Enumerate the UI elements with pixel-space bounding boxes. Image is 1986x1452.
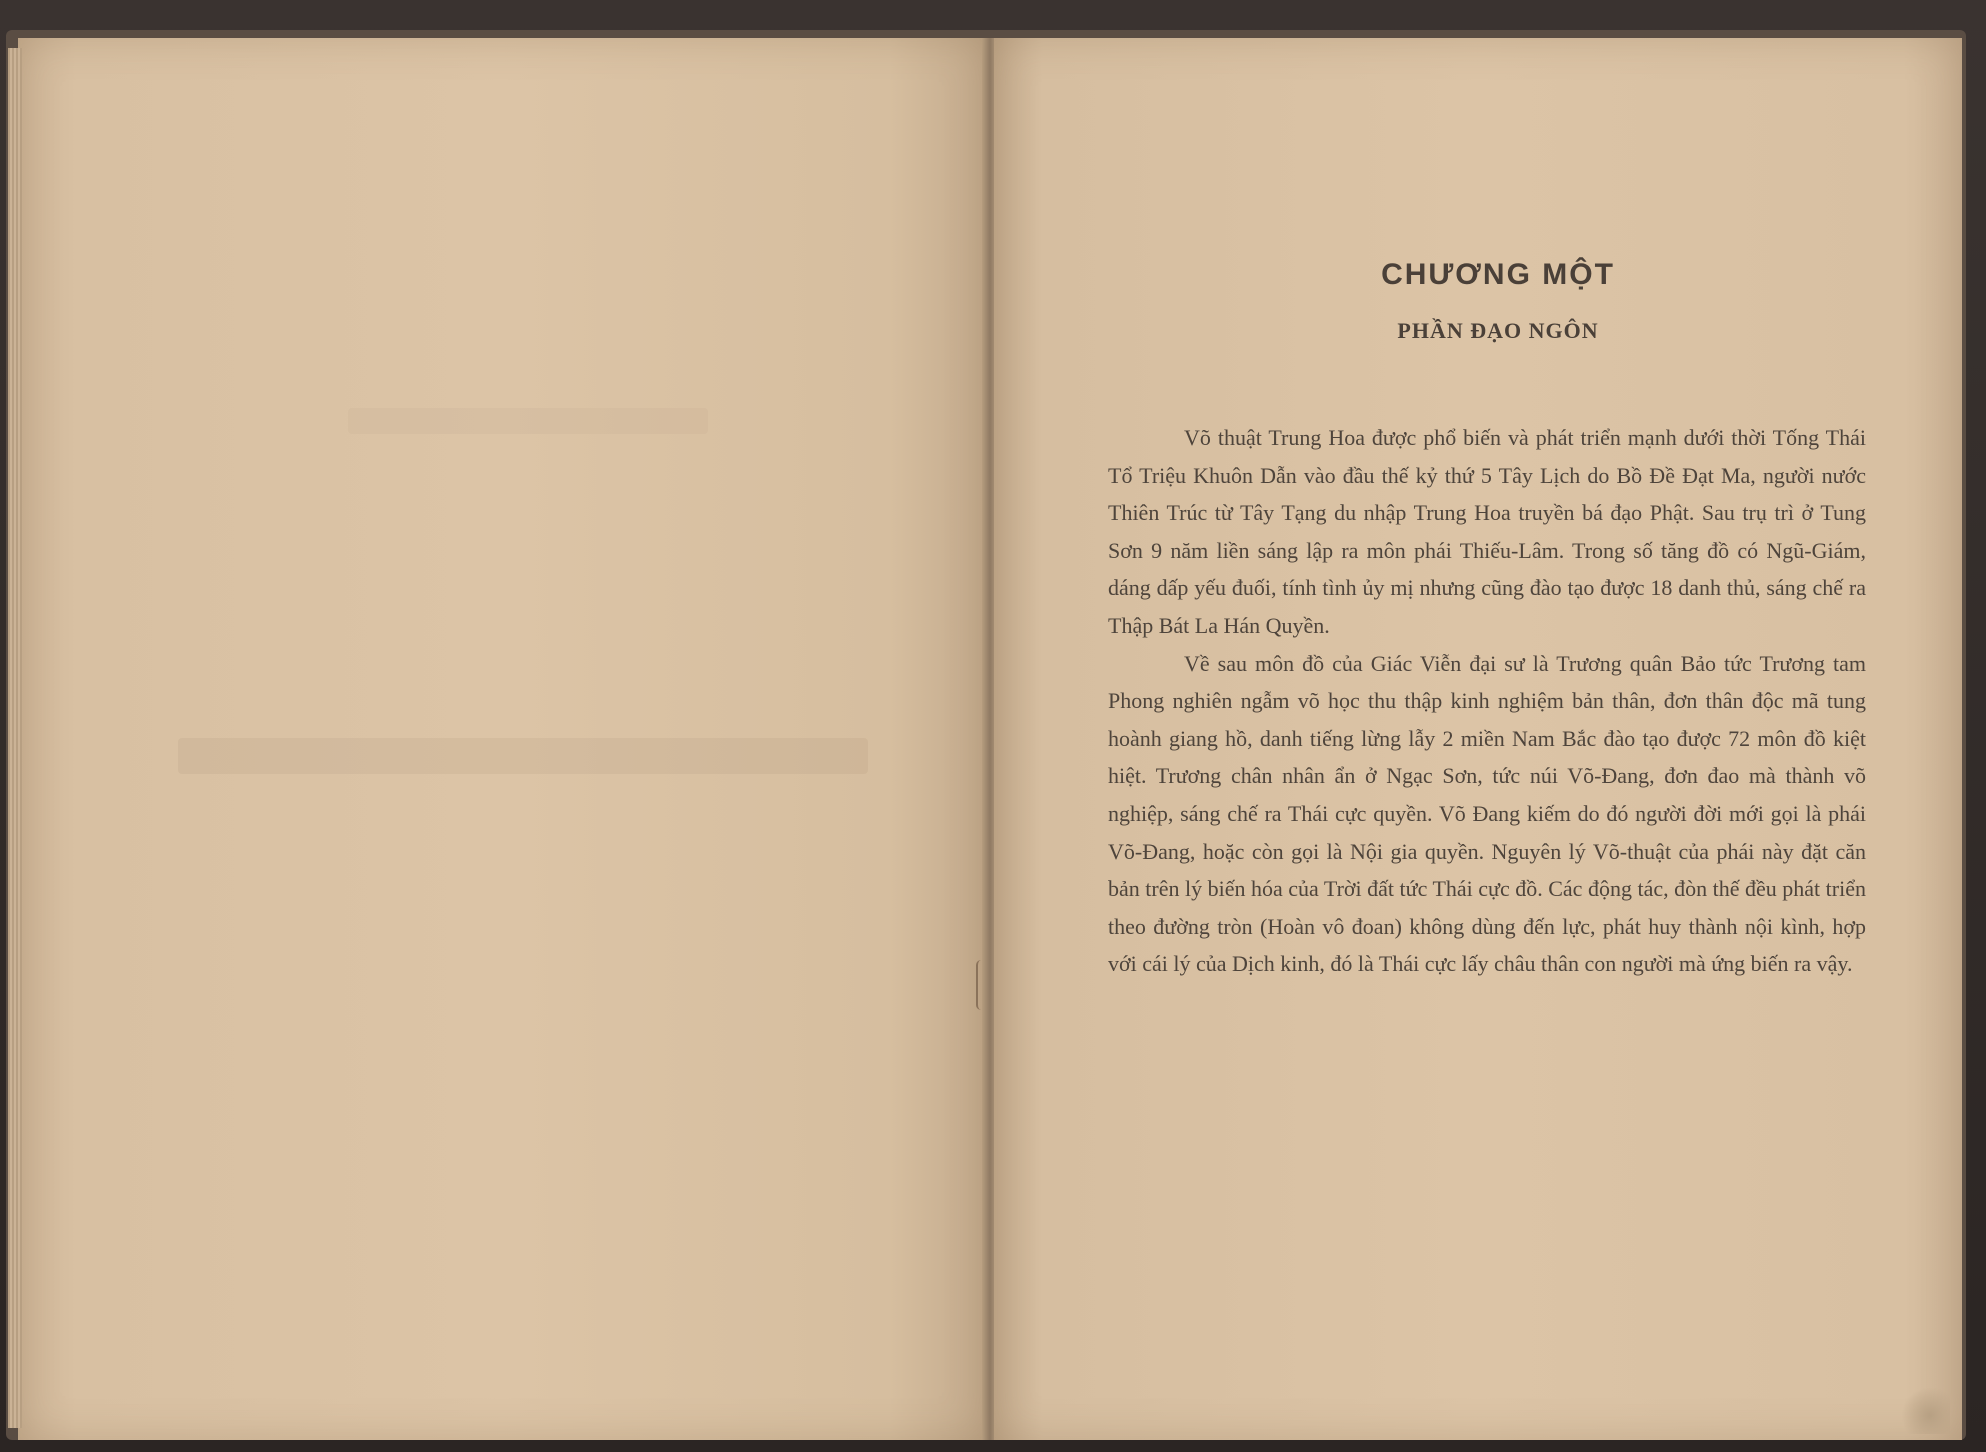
bleed-through-mark: [348, 408, 708, 434]
chapter-title: CHƯƠNG MỘT: [1381, 258, 1615, 291]
left-page: [18, 38, 986, 1440]
page-corner-wear: [1900, 1388, 1950, 1434]
bleed-through-mark: [178, 738, 868, 774]
chapter-subtitle: PHẦN ĐẠO NGÔN: [1397, 318, 1599, 343]
page-fold-mark: [976, 960, 986, 1010]
paragraph: Về sau môn đồ của Giác Viễn đại sư là Trương quân Bảo tức Trương tam Phong nghiên ngẫm võ học thu thập kinh nghiệm bản thân, đơn thân độc mã tung hoành giang hồ, danh tiếng lừng lẫy 2 miền Nam Bắc đào tạo được 72 môn đồ kiệt hiệt. Trương chân nhân ẩn ở Ngạc Sơn, tức núi Võ-Đang, đơn đao mà thành võ nghiệp, sáng chế ra Thái cực quyền. Võ Đang kiếm do đó người đời mới gọi là phái Võ-Đang, hoặc còn gọi là Nội gia quyền. Nguyên lý Võ-thuật của phái này đặt căn bản trên lý biến hóa của Trời đất tức Thái cực đồ. Các động tác, đòn thế đều phát triển theo đường tròn (Hoàn vô đoan) không dùng đến lực, phát huy thành nội kình, hợp với cái lý của Dịch kinh, đó là Thái cực lấy châu thân con người mà ứng biến ra vậy.: [1108, 650, 1866, 977]
chapter-body: [1108, 419, 1866, 983]
paragraph: Võ thuật Trung Hoa được phổ biến và phát triển mạnh dưới thời Tống Thái Tổ Triệu Khuôn Dẫn vào đầu thế kỷ thứ 5 Tây Lịch do Bồ Đề Đạt Ma, người nước Thiên Trúc từ Tây Tạng du nhập Trung Hoa truyền bá đạo Phật. Sau trụ trì ở Tung Sơn 9 năm liền sáng lập ra môn phái Thiếu-Lâm. Trong số tăng đồ có Ngũ-Giám, dáng dấp yếu đuối, tính tình ủy mị nhưng cũng đào tạo được 18 danh thủ, sáng chế ra Thập Bát La Hán Quyền.: [1108, 425, 1866, 638]
